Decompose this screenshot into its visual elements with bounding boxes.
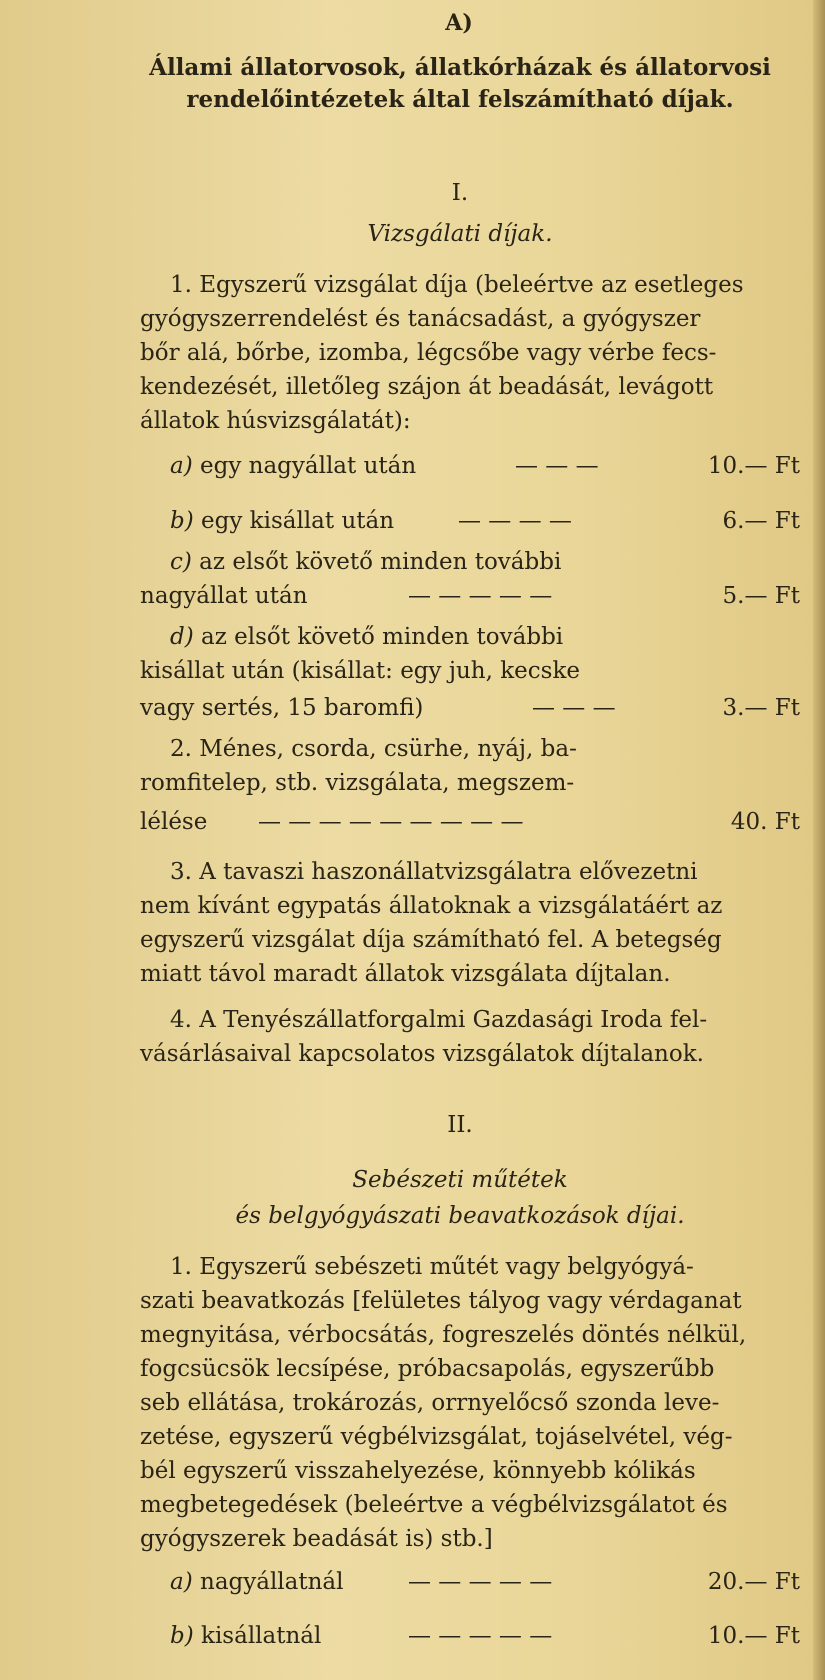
part-1-item-2-fee: [140, 806, 800, 838]
fee-row-c-line2: [140, 580, 800, 612]
fee-value: 10.— Ft: [707, 453, 800, 479]
part-1-heading: Vizsgálati díjak.: [367, 221, 553, 247]
fee-row-c: [140, 545, 700, 579]
part-2-heading-line-1: Sebészeti műtétek: [352, 1167, 568, 1193]
part-2-heading-line-2: és belgyógyászati beavatkozások díjai.: [235, 1203, 685, 1229]
fee-label: az elsőt követő minden további: [199, 549, 562, 575]
paragraph-line: bőr alá, bőrbe, izomba, légcsőbe vagy vérbe fecs-: [140, 340, 717, 366]
fee-row-b: [140, 505, 800, 537]
fee-leader: — — — —: [458, 508, 572, 534]
section-letter: A): [445, 10, 473, 36]
fee-leader: — — — — —: [408, 1623, 553, 1649]
paragraph-line: 2. Ménes, csorda, csürhe, nyáj, ba-: [170, 736, 577, 762]
fee-letter: a): [170, 453, 193, 479]
document-title: [120, 52, 800, 116]
fee-letter: b): [170, 1623, 194, 1649]
title-line-1: Állami állatorvosok, állatkórházak és állatorvosi: [149, 54, 771, 81]
paragraph-line: vásárlásaival kapcsolatos vizsgálatok díjtalanok.: [140, 1041, 704, 1067]
paragraph-line: romfitelep, stb. vizsgálata, megszem-: [140, 770, 575, 796]
paragraph-line: 1. Egyszerű sebészeti műtét vagy belgyógyá-: [170, 1254, 694, 1280]
fee-row-d-line3: [140, 692, 800, 724]
paragraph-line: szati beavatkozás [felületes tályog vagy vérdaganat: [140, 1288, 742, 1314]
paragraph-line: nem kívánt egypatás állatoknak a vizsgálatáért az: [140, 893, 723, 919]
fee-value: 20.— Ft: [707, 1569, 800, 1595]
fee-label: egy kisállat után: [201, 508, 395, 534]
fee-letter: d): [170, 624, 194, 650]
paragraph-line: seb ellátása, trokározás, orrnyelőcső szonda leve-: [140, 1390, 720, 1416]
fee-label: vagy sertés, 15 baromfi): [140, 695, 424, 721]
fee-label: lélése: [140, 809, 208, 835]
paragraph-line: 3. A tavaszi haszonállatvizsgálatra elővezetni: [170, 859, 698, 885]
part-1-item-4: [140, 1003, 800, 1071]
fee-row-2a: [140, 1566, 800, 1598]
paragraph-line: kendezését, illetőleg szájon át beadását, levágott: [140, 374, 714, 400]
paragraph-line: gyógyszerrendelést és tanácsadást, a gyógyszer: [140, 306, 701, 332]
fee-row-2b: [140, 1620, 800, 1652]
paragraph-line: 4. A Tenyészállatforgalmi Gazdasági Iroda fel-: [170, 1007, 708, 1033]
part-1-item-2: [140, 732, 700, 800]
fee-label: kisállatnál: [201, 1623, 322, 1649]
fee-row-a: [140, 450, 800, 482]
part-2-number: II.: [447, 1112, 473, 1138]
part-2-item-1: [140, 1250, 800, 1556]
paragraph-line: egyszerű vizsgálat díja számítható fel. A betegség: [140, 927, 722, 953]
page-edge-shadow: [813, 0, 825, 1680]
fee-value: 40. Ft: [730, 809, 800, 835]
part-2-heading: [120, 1162, 800, 1234]
fee-leader: — — — — —: [408, 1569, 553, 1595]
paragraph-line: állatok húsvizsgálatát):: [140, 408, 411, 434]
fee-leader: — — — — — — — — —: [258, 809, 524, 835]
fee-leader: — — —: [532, 695, 616, 721]
paragraph-line: fogcsücsök lecsípése, próbacsapolás, egyszerűbb: [140, 1356, 715, 1382]
paragraph-line: 1. Egyszerű vizsgálat díja (beleértve az esetleges: [170, 272, 744, 298]
fee-label: egy nagyállat után: [200, 453, 417, 479]
part-1-item-1: [140, 268, 800, 438]
part-1-number: I.: [451, 180, 469, 206]
fee-label: nagyállatnál: [200, 1569, 344, 1595]
fee-letter: a): [170, 1569, 193, 1595]
fee-label: az elsőt követő minden további: [201, 624, 564, 650]
paragraph-line: bél egyszerű visszahelyezése, könnyebb kólikás: [140, 1458, 696, 1484]
fee-value: 10.— Ft: [707, 1623, 800, 1649]
fee-value: 6.— Ft: [722, 508, 800, 534]
fee-label: kisállat után (kisállat: egy juh, kecske: [140, 658, 580, 684]
fee-label: nagyállat után: [140, 583, 308, 609]
part-1-item-3: [140, 855, 800, 991]
paragraph-line: megbetegedések (beleértve a végbélvizsgálatot és: [140, 1492, 728, 1518]
paragraph-line: megnyitása, vérbocsátás, fogreszelés döntés nélkül,: [140, 1322, 747, 1348]
fee-value: 3.— Ft: [722, 695, 800, 721]
fee-row-d: [140, 620, 700, 688]
fee-letter: c): [170, 549, 192, 575]
fee-letter: b): [170, 508, 194, 534]
paragraph-line: zetése, egyszerű végbélvizsgálat, tojáselvétel, vég-: [140, 1424, 733, 1450]
fee-leader: — — —: [515, 453, 599, 479]
fee-value: 5.— Ft: [722, 583, 800, 609]
title-line-2: rendelőintézetek által felszámítható díjak.: [186, 86, 734, 113]
paragraph-line: miatt távol maradt állatok vizsgálata díjtalan.: [140, 961, 671, 987]
fee-leader: — — — — —: [408, 583, 553, 609]
paragraph-line: gyógyszerek beadását is) stb.]: [140, 1526, 493, 1552]
